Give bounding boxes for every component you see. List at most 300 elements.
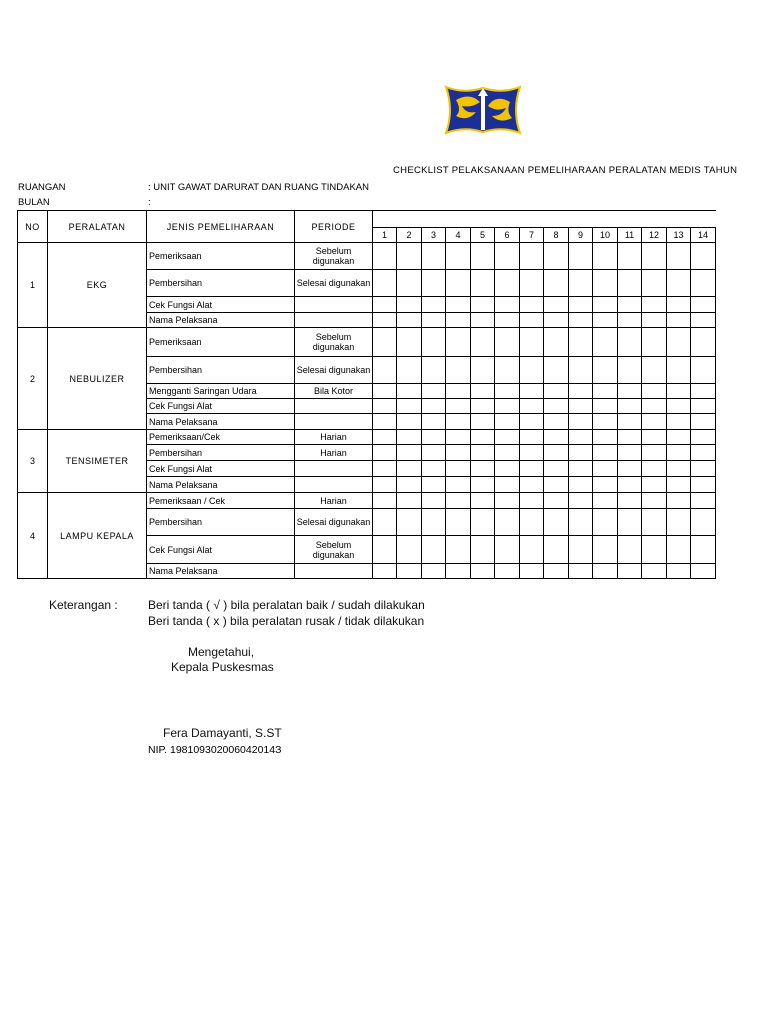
check-cell[interactable] [397,493,422,509]
check-cell[interactable] [397,243,422,270]
check-cell[interactable] [618,430,642,445]
check-cell[interactable] [691,243,716,270]
check-cell[interactable] [544,536,569,564]
check-cell[interactable] [495,313,520,328]
check-cell[interactable] [446,564,471,579]
check-cell[interactable] [593,536,618,564]
maintenance-type: Nama Pelaksana [147,313,295,328]
check-cell[interactable] [495,564,520,579]
checklist-table [17,210,716,579]
check-cell[interactable] [495,414,520,430]
equipment-name: TENSIMETER [48,430,147,493]
check-cell[interactable] [422,297,446,313]
check-cell[interactable] [544,477,569,493]
check-cell[interactable] [642,270,667,297]
check-cell[interactable] [471,243,495,270]
check-cell[interactable] [544,399,569,414]
check-cell[interactable] [569,509,593,536]
check-cell[interactable] [446,445,471,461]
check-cell[interactable] [593,328,618,357]
signature-position: Kepala Puskesmas [171,660,274,674]
check-cell[interactable] [397,509,422,536]
day-header: 1 [373,228,397,243]
check-cell[interactable] [691,313,716,328]
check-cell[interactable] [667,477,691,493]
check-cell[interactable] [667,357,691,384]
maintenance-period [295,461,373,477]
check-cell[interactable] [618,477,642,493]
check-cell[interactable] [495,243,520,270]
check-cell[interactable] [397,536,422,564]
day-header: 9 [569,228,593,243]
check-cell[interactable] [373,461,397,477]
check-cell[interactable] [495,270,520,297]
header-no: NO [18,211,48,243]
check-cell[interactable] [495,536,520,564]
check-cell[interactable] [544,445,569,461]
check-cell[interactable] [544,328,569,357]
check-cell[interactable] [667,493,691,509]
check-cell[interactable] [397,384,422,399]
check-cell[interactable] [397,414,422,430]
check-cell[interactable] [691,297,716,313]
check-cell[interactable] [373,509,397,536]
emblem-logo [442,84,524,136]
check-cell[interactable] [593,564,618,579]
check-cell[interactable] [642,243,667,270]
check-cell[interactable] [373,243,397,270]
maintenance-type: Cek Fungsi Alat [147,536,295,564]
check-cell[interactable] [397,445,422,461]
check-cell[interactable] [422,243,446,270]
check-cell[interactable] [618,414,642,430]
equipment-number: 1 [18,243,48,328]
check-cell[interactable] [569,461,593,477]
check-cell[interactable] [446,384,471,399]
check-cell[interactable] [397,477,422,493]
notes-line-1: Beri tanda ( √ ) bila peralatan baik / sudah dilakukan [148,598,425,612]
check-cell[interactable] [569,564,593,579]
check-cell[interactable] [618,445,642,461]
check-cell[interactable] [667,414,691,430]
check-cell[interactable] [642,328,667,357]
check-cell[interactable] [495,357,520,384]
check-cell[interactable] [593,493,618,509]
bulan-label: BULAN [18,197,50,208]
check-cell[interactable] [544,270,569,297]
check-cell[interactable] [471,430,495,445]
check-cell[interactable] [373,477,397,493]
maintenance-period [295,477,373,493]
check-cell[interactable] [373,445,397,461]
check-cell[interactable] [691,445,716,461]
check-cell[interactable] [471,297,495,313]
check-cell[interactable] [495,399,520,414]
check-cell[interactable] [667,313,691,328]
check-cell[interactable] [618,243,642,270]
maintenance-period: Selesai digunakan [295,357,373,384]
check-cell[interactable] [593,399,618,414]
check-cell[interactable] [471,399,495,414]
check-cell[interactable] [520,243,544,270]
check-cell[interactable] [520,509,544,536]
check-cell[interactable] [593,313,618,328]
ruangan-value: : UNIT GAWAT DARURAT DAN RUANG TINDAKAN [148,182,369,193]
check-cell[interactable] [593,430,618,445]
day-header: 2 [397,228,422,243]
check-cell[interactable] [520,357,544,384]
check-cell[interactable] [618,461,642,477]
check-cell[interactable] [471,493,495,509]
check-cell[interactable] [569,445,593,461]
check-cell[interactable] [593,461,618,477]
check-cell[interactable] [446,328,471,357]
check-cell[interactable] [593,243,618,270]
check-cell[interactable] [569,493,593,509]
check-cell[interactable] [422,445,446,461]
maintenance-type: Cek Fungsi Alat [147,461,295,477]
check-cell[interactable] [471,477,495,493]
check-cell[interactable] [618,270,642,297]
check-cell[interactable] [373,270,397,297]
check-cell[interactable] [373,384,397,399]
check-cell[interactable] [691,477,716,493]
check-cell[interactable] [544,414,569,430]
check-cell[interactable] [446,313,471,328]
check-cell[interactable] [667,399,691,414]
check-cell[interactable] [618,536,642,564]
check-cell[interactable] [520,384,544,399]
check-cell[interactable] [618,313,642,328]
check-cell[interactable] [520,328,544,357]
maintenance-type: Pemeriksaan [147,328,295,357]
check-cell[interactable] [495,328,520,357]
check-cell[interactable] [471,313,495,328]
check-cell[interactable] [667,461,691,477]
check-cell[interactable] [618,493,642,509]
check-cell[interactable] [422,564,446,579]
check-cell[interactable] [520,536,544,564]
check-cell[interactable] [593,357,618,384]
check-cell[interactable] [422,384,446,399]
check-cell[interactable] [544,357,569,384]
check-cell[interactable] [397,328,422,357]
check-cell[interactable] [495,493,520,509]
check-cell[interactable] [691,270,716,297]
check-cell[interactable] [446,357,471,384]
maintenance-period [295,399,373,414]
check-cell[interactable] [691,384,716,399]
check-cell[interactable] [618,384,642,399]
notes-line-2: Beri tanda ( x ) bila peralatan rusak / tidak dilakukan [148,614,425,628]
check-cell[interactable] [471,328,495,357]
check-cell[interactable] [667,509,691,536]
equipment-name: LAMPU KEPALA [48,493,147,579]
check-cell[interactable] [569,297,593,313]
check-cell[interactable] [422,399,446,414]
check-cell[interactable] [397,357,422,384]
check-cell[interactable] [691,414,716,430]
check-cell[interactable] [569,328,593,357]
check-cell[interactable] [373,430,397,445]
check-cell[interactable] [520,445,544,461]
header-peralatan: PERALATAN [48,211,147,243]
check-cell[interactable] [397,564,422,579]
check-cell[interactable] [422,509,446,536]
maintenance-type: Pemeriksaan [147,243,295,270]
maintenance-type: Cek Fungsi Alat [147,399,295,414]
check-cell[interactable] [618,564,642,579]
check-cell[interactable] [642,313,667,328]
maintenance-period [295,564,373,579]
check-cell[interactable] [495,445,520,461]
maintenance-period: Sebelum digunakan [295,536,373,564]
check-cell[interactable] [471,509,495,536]
check-cell[interactable] [569,313,593,328]
check-cell[interactable] [642,384,667,399]
check-cell[interactable] [471,445,495,461]
check-cell[interactable] [642,445,667,461]
maintenance-period [295,297,373,313]
check-cell[interactable] [642,357,667,384]
check-cell[interactable] [446,430,471,445]
check-cell[interactable] [667,536,691,564]
check-cell[interactable] [642,509,667,536]
check-cell[interactable] [569,414,593,430]
check-cell[interactable] [691,399,716,414]
maintenance-period [295,313,373,328]
check-cell[interactable] [667,384,691,399]
check-cell[interactable] [446,270,471,297]
maintenance-type: Nama Pelaksana [147,414,295,430]
check-cell[interactable] [593,297,618,313]
check-cell[interactable] [544,461,569,477]
table-row [18,430,716,445]
check-cell[interactable] [593,445,618,461]
check-cell[interactable] [495,297,520,313]
check-cell[interactable] [520,270,544,297]
check-cell[interactable] [446,509,471,536]
check-cell[interactable] [642,399,667,414]
equipment-number: 3 [18,430,48,493]
check-cell[interactable] [373,357,397,384]
check-cell[interactable] [618,399,642,414]
check-cell[interactable] [471,414,495,430]
maintenance-type: Cek Fungsi Alat [147,297,295,313]
check-cell[interactable] [667,243,691,270]
check-cell[interactable] [373,414,397,430]
check-cell[interactable] [520,461,544,477]
check-cell[interactable] [667,564,691,579]
check-cell[interactable] [642,564,667,579]
check-cell[interactable] [569,430,593,445]
check-cell[interactable] [397,313,422,328]
check-cell[interactable] [397,399,422,414]
header-month-span [373,211,716,228]
check-cell[interactable] [642,477,667,493]
check-cell[interactable] [495,430,520,445]
check-cell[interactable] [397,461,422,477]
check-cell[interactable] [691,493,716,509]
check-cell[interactable] [520,477,544,493]
check-cell[interactable] [593,384,618,399]
maintenance-period: Bila Kotor [295,384,373,399]
notes-label: Keterangan : [49,598,118,612]
maintenance-period: Harian [295,493,373,509]
check-cell[interactable] [471,564,495,579]
maintenance-type: Pembersihan [147,357,295,384]
maintenance-period: Selesai digunakan [295,270,373,297]
check-cell[interactable] [618,357,642,384]
document-title: CHECKLIST PELAKSANAAN PEMELIHARAAN PERALATAN MEDIS TAHUN [393,165,738,176]
table-row [18,243,716,270]
check-cell[interactable] [544,493,569,509]
check-cell[interactable] [691,357,716,384]
maintenance-period: Harian [295,430,373,445]
check-cell[interactable] [495,477,520,493]
table-row [18,493,716,509]
check-cell[interactable] [667,270,691,297]
check-cell[interactable] [422,536,446,564]
check-cell[interactable] [373,328,397,357]
check-cell[interactable] [667,328,691,357]
check-cell[interactable] [397,297,422,313]
check-cell[interactable] [520,313,544,328]
check-cell[interactable] [544,297,569,313]
check-cell[interactable] [446,414,471,430]
check-cell[interactable] [446,399,471,414]
check-cell[interactable] [544,243,569,270]
check-cell[interactable] [471,270,495,297]
check-cell[interactable] [520,297,544,313]
check-cell[interactable] [422,461,446,477]
header-periode: PERIODE [295,211,373,243]
day-header: 3 [422,228,446,243]
check-cell[interactable] [520,399,544,414]
check-cell[interactable] [446,297,471,313]
maintenance-period: Sebelum digunakan [295,328,373,357]
check-cell[interactable] [520,564,544,579]
check-cell[interactable] [593,509,618,536]
check-cell[interactable] [569,384,593,399]
check-cell[interactable] [667,430,691,445]
check-cell[interactable] [593,414,618,430]
check-cell[interactable] [471,536,495,564]
check-cell[interactable] [569,477,593,493]
check-cell[interactable] [471,461,495,477]
check-cell[interactable] [569,357,593,384]
check-cell[interactable] [495,384,520,399]
check-cell[interactable] [373,399,397,414]
check-cell[interactable] [373,493,397,509]
check-cell[interactable] [593,477,618,493]
check-cell[interactable] [569,536,593,564]
check-cell[interactable] [544,564,569,579]
maintenance-type: Pembersihan [147,509,295,536]
check-cell[interactable] [471,357,495,384]
check-cell[interactable] [569,270,593,297]
check-cell[interactable] [569,243,593,270]
check-cell[interactable] [642,297,667,313]
check-cell[interactable] [593,270,618,297]
check-cell[interactable] [544,430,569,445]
check-cell[interactable] [495,509,520,536]
check-cell[interactable] [446,536,471,564]
check-cell[interactable] [373,297,397,313]
check-cell[interactable] [642,430,667,445]
check-cell[interactable] [422,493,446,509]
check-cell[interactable] [691,328,716,357]
equipment-number: 4 [18,493,48,579]
check-cell[interactable] [373,313,397,328]
maintenance-period [295,414,373,430]
check-cell[interactable] [618,509,642,536]
day-header: 7 [520,228,544,243]
check-cell[interactable] [691,564,716,579]
check-cell[interactable] [667,445,691,461]
maintenance-type: Mengganti Saringan Udara [147,384,295,399]
check-cell[interactable] [397,430,422,445]
check-cell[interactable] [397,270,422,297]
check-cell[interactable] [618,297,642,313]
check-cell[interactable] [422,357,446,384]
maintenance-period: Harian [295,445,373,461]
day-header: 10 [593,228,618,243]
check-cell[interactable] [446,461,471,477]
check-cell[interactable] [691,509,716,536]
check-cell[interactable] [520,430,544,445]
check-cell[interactable] [422,477,446,493]
maintenance-period: Sebelum digunakan [295,243,373,270]
check-cell[interactable] [422,328,446,357]
check-cell[interactable] [373,536,397,564]
day-header: 14 [691,228,716,243]
table-row [18,328,716,357]
check-cell[interactable] [544,509,569,536]
check-cell[interactable] [422,270,446,297]
check-cell[interactable] [642,461,667,477]
day-header: 11 [618,228,642,243]
signature-mengetahui: Mengetahui, [188,645,255,659]
check-cell[interactable] [373,564,397,579]
check-cell[interactable] [471,384,495,399]
day-header: 5 [471,228,495,243]
check-cell[interactable] [422,430,446,445]
check-cell[interactable] [569,399,593,414]
maintenance-period: Selesai digunakan [295,509,373,536]
check-cell[interactable] [422,414,446,430]
day-header: 6 [495,228,520,243]
check-cell[interactable] [691,461,716,477]
check-cell[interactable] [691,430,716,445]
check-cell[interactable] [691,536,716,564]
check-cell[interactable] [642,493,667,509]
check-cell[interactable] [544,313,569,328]
check-cell[interactable] [495,461,520,477]
check-cell[interactable] [544,384,569,399]
check-cell[interactable] [446,477,471,493]
check-cell[interactable] [422,313,446,328]
check-cell[interactable] [446,493,471,509]
check-cell[interactable] [642,536,667,564]
check-cell[interactable] [520,493,544,509]
check-cell[interactable] [642,414,667,430]
check-cell[interactable] [520,414,544,430]
check-cell[interactable] [667,297,691,313]
check-cell[interactable] [446,243,471,270]
check-cell[interactable] [618,328,642,357]
maintenance-type: Nama Pelaksana [147,564,295,579]
